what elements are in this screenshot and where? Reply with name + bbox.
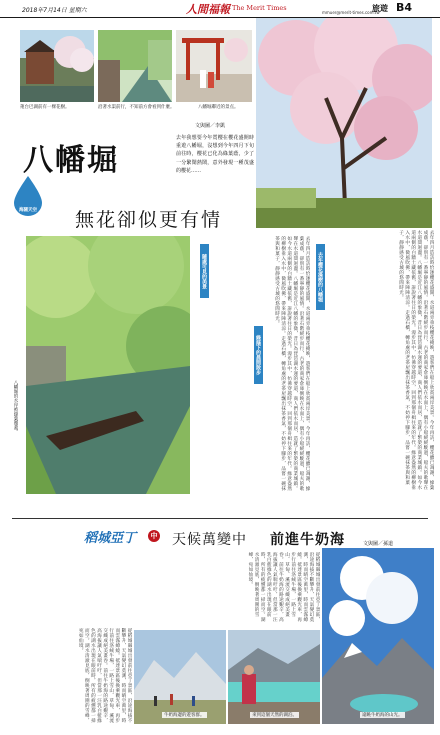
feature-title: 八幡堀 — [23, 143, 119, 178]
masthead — [0, 0, 440, 18]
page-number: B4 — [396, 1, 413, 14]
feature-body-text: 去年四月造訪時恰逢櫻花盛開，水道兩旁垂枝櫻花掩映，遊客們在船上欣賞兩岸美景。今年再訪，櫻花雖已凋謝，綠葉成蔭，卻別有一番寧靜的風情。沿著石階緩步而行，古老的商家倉庫倒映在水面上，偶有小船緩緩駛過，船夫的歌聲在水道間迴盪。八幡堀是近江八幡的象徵，昔日為琵琶湖水運的要道，商人們依水而居，造就了繁榮的商業城鎮。如今水道兩側的白牆土藏依舊，訴說著往日的榮光。漫步其中，彷彿穿越時空，回到那個舟楫往來的年代。綠意盎然的柳樹垂入水中，微風吹拂，帶來陣陣清涼。走過石橋，轉角處的老茶屋飄出抹茶香氣，不妨停下腳步，品嘗一碗抹茶與和菓子，靜靜感受古城的悠閒時光。 — [274, 236, 310, 491]
photo-cherry-blossom — [256, 18, 432, 228]
column-headline: 天候萬變中 — [172, 532, 247, 548]
section-name: 旅遊 — [372, 4, 388, 13]
photo-caption: 八幡堀鄰近的景点。 — [198, 105, 239, 110]
column-body-text: 從稻城縣城出發前往亞丁景區，沿途海拔不斷攀升，天氣變幻莫測，時而晴空萬里，時而雲霧繚繞。抵達景區後換乘觀光車，再步行前往洛絨牛場，一路上雪山、草甸、溪流交織成絕美畫卷。前往牛奶海的路途艱辛，高海拔讓人氣喘吁吁，但當那一汪乳白藍綠色的湖水出現在眼前時，所有的疲憊都一掃而空。湖水清澈見底，倒映著周圍的雪峰，宛如仙境。 — [78, 628, 132, 723]
photo-caption: 牛奶海邊的遊客群。 — [164, 713, 205, 718]
newspaper-logo: 人間福報 — [186, 3, 230, 16]
feature-subtitle: 無花卻似更有情 — [75, 209, 223, 231]
photo-caption: 遠眺牛奶海的山光。 — [362, 713, 403, 718]
photo-caption: 蓮台巴湖前有一棵花樹。 — [20, 105, 70, 110]
feature-body-text: 去年四月造訪時恰逢櫻花盛開，水道兩旁垂枝櫻花掩映，遊客們在船上欣賞兩岸美景。今年再訪，櫻花雖已凋謝，綠葉成蔭，卻別有一番寧靜的風情。沿著石階緩步而行，古老的商家倉庫倒映在水面上，偶有小船緩緩駛過，船夫的歌聲在水道間迴盪。八幡堀是近江八幡的象徵，昔日為琵琶湖水運的要道，商人們依水而居，造就了繁榮的商業城鎮。如今水道兩側的白牆土藏依舊，訴說著往日的榮光。漫步其中，彷彿穿越時空，回到那個舟楫往來的年代。綠意盎然的柳樹垂入水中，微風吹拂，帶來陣陣清涼。走過石橋，轉角處的老茶屋飄出抹茶香氣，不妨停下腳步，品嘗一碗抹茶與和菓子，靜靜感受古城的悠閒時光。 — [398, 230, 434, 490]
newspaper-logo-en: The Merit Times — [232, 4, 287, 12]
column-part-badge: 中 — [148, 530, 160, 542]
feature-subhead: 綠蔭下的晨間散步 — [254, 326, 263, 384]
issue-date: 2018年7月14日 星期六 — [22, 7, 87, 14]
feature-subhead: 隨處可見的美景 — [200, 244, 209, 298]
column-body — [20, 552, 320, 624]
column-body-lower — [20, 628, 132, 724]
section-divider — [12, 518, 428, 519]
photo-caption: 八幡堀的水岸被綠葉覆蓋。 — [13, 380, 18, 434]
column-masthead: 稻城亞丁 — [84, 531, 137, 546]
feature-author: 文與圖／李凱 — [195, 123, 226, 129]
feature-body-right — [312, 230, 434, 492]
photo-lake-visitor — [228, 630, 320, 724]
column-body-text: 從稻城縣城出發前往亞丁景區，沿途海拔不斷攀升，天氣變幻莫測，時而晴空萬里，時而雲霧繚繞。抵達景區後換乘觀光車，再步行前往洛絨牛場，一路上雪山、草甸、溪流交織成絕美畫卷。前往牛奶海的路途艱辛，高海拔讓人氣喘吁吁，但當那一汪乳白藍綠色的湖水出現在眼前時，所有的疲憊都一掃而空。湖水清澈見底，倒映著周圍的雪峰，宛如仙境。 — [247, 552, 320, 622]
feature-subhead: 去年櫻花滿樹的八幡堀 — [316, 244, 325, 310]
contact-email: mmuer@merit-times.com.tw — [322, 10, 380, 15]
column-headline-bold: 前進牛奶海 — [270, 532, 345, 548]
column-author: 文與圖／孫道 — [363, 541, 394, 547]
photo-caption: 來到這個天然的湖泊。 — [252, 713, 297, 718]
feature-lead: 去年我想要今年賞櫻在櫻花盛開時重遊八幡堀，沒想到今年四月下旬前往時，櫻花已化為綠葉蔭，少了一分繁鬧熱鬧，意外發現一種茂盛的櫻花…… — [176, 135, 254, 174]
topic-badge — [14, 176, 42, 216]
photo-tourists — [134, 630, 226, 724]
topic-label: 海闊天空 — [19, 208, 37, 213]
photo-shrine — [176, 30, 252, 102]
photo-canal-boat — [26, 236, 190, 494]
photo-waterway — [98, 30, 172, 102]
photo-milk-lake — [322, 548, 434, 724]
photo-caption: 沿著水渠前行，不知前方會看到什麼。 — [98, 105, 175, 110]
photo-canal-houses — [20, 30, 94, 102]
